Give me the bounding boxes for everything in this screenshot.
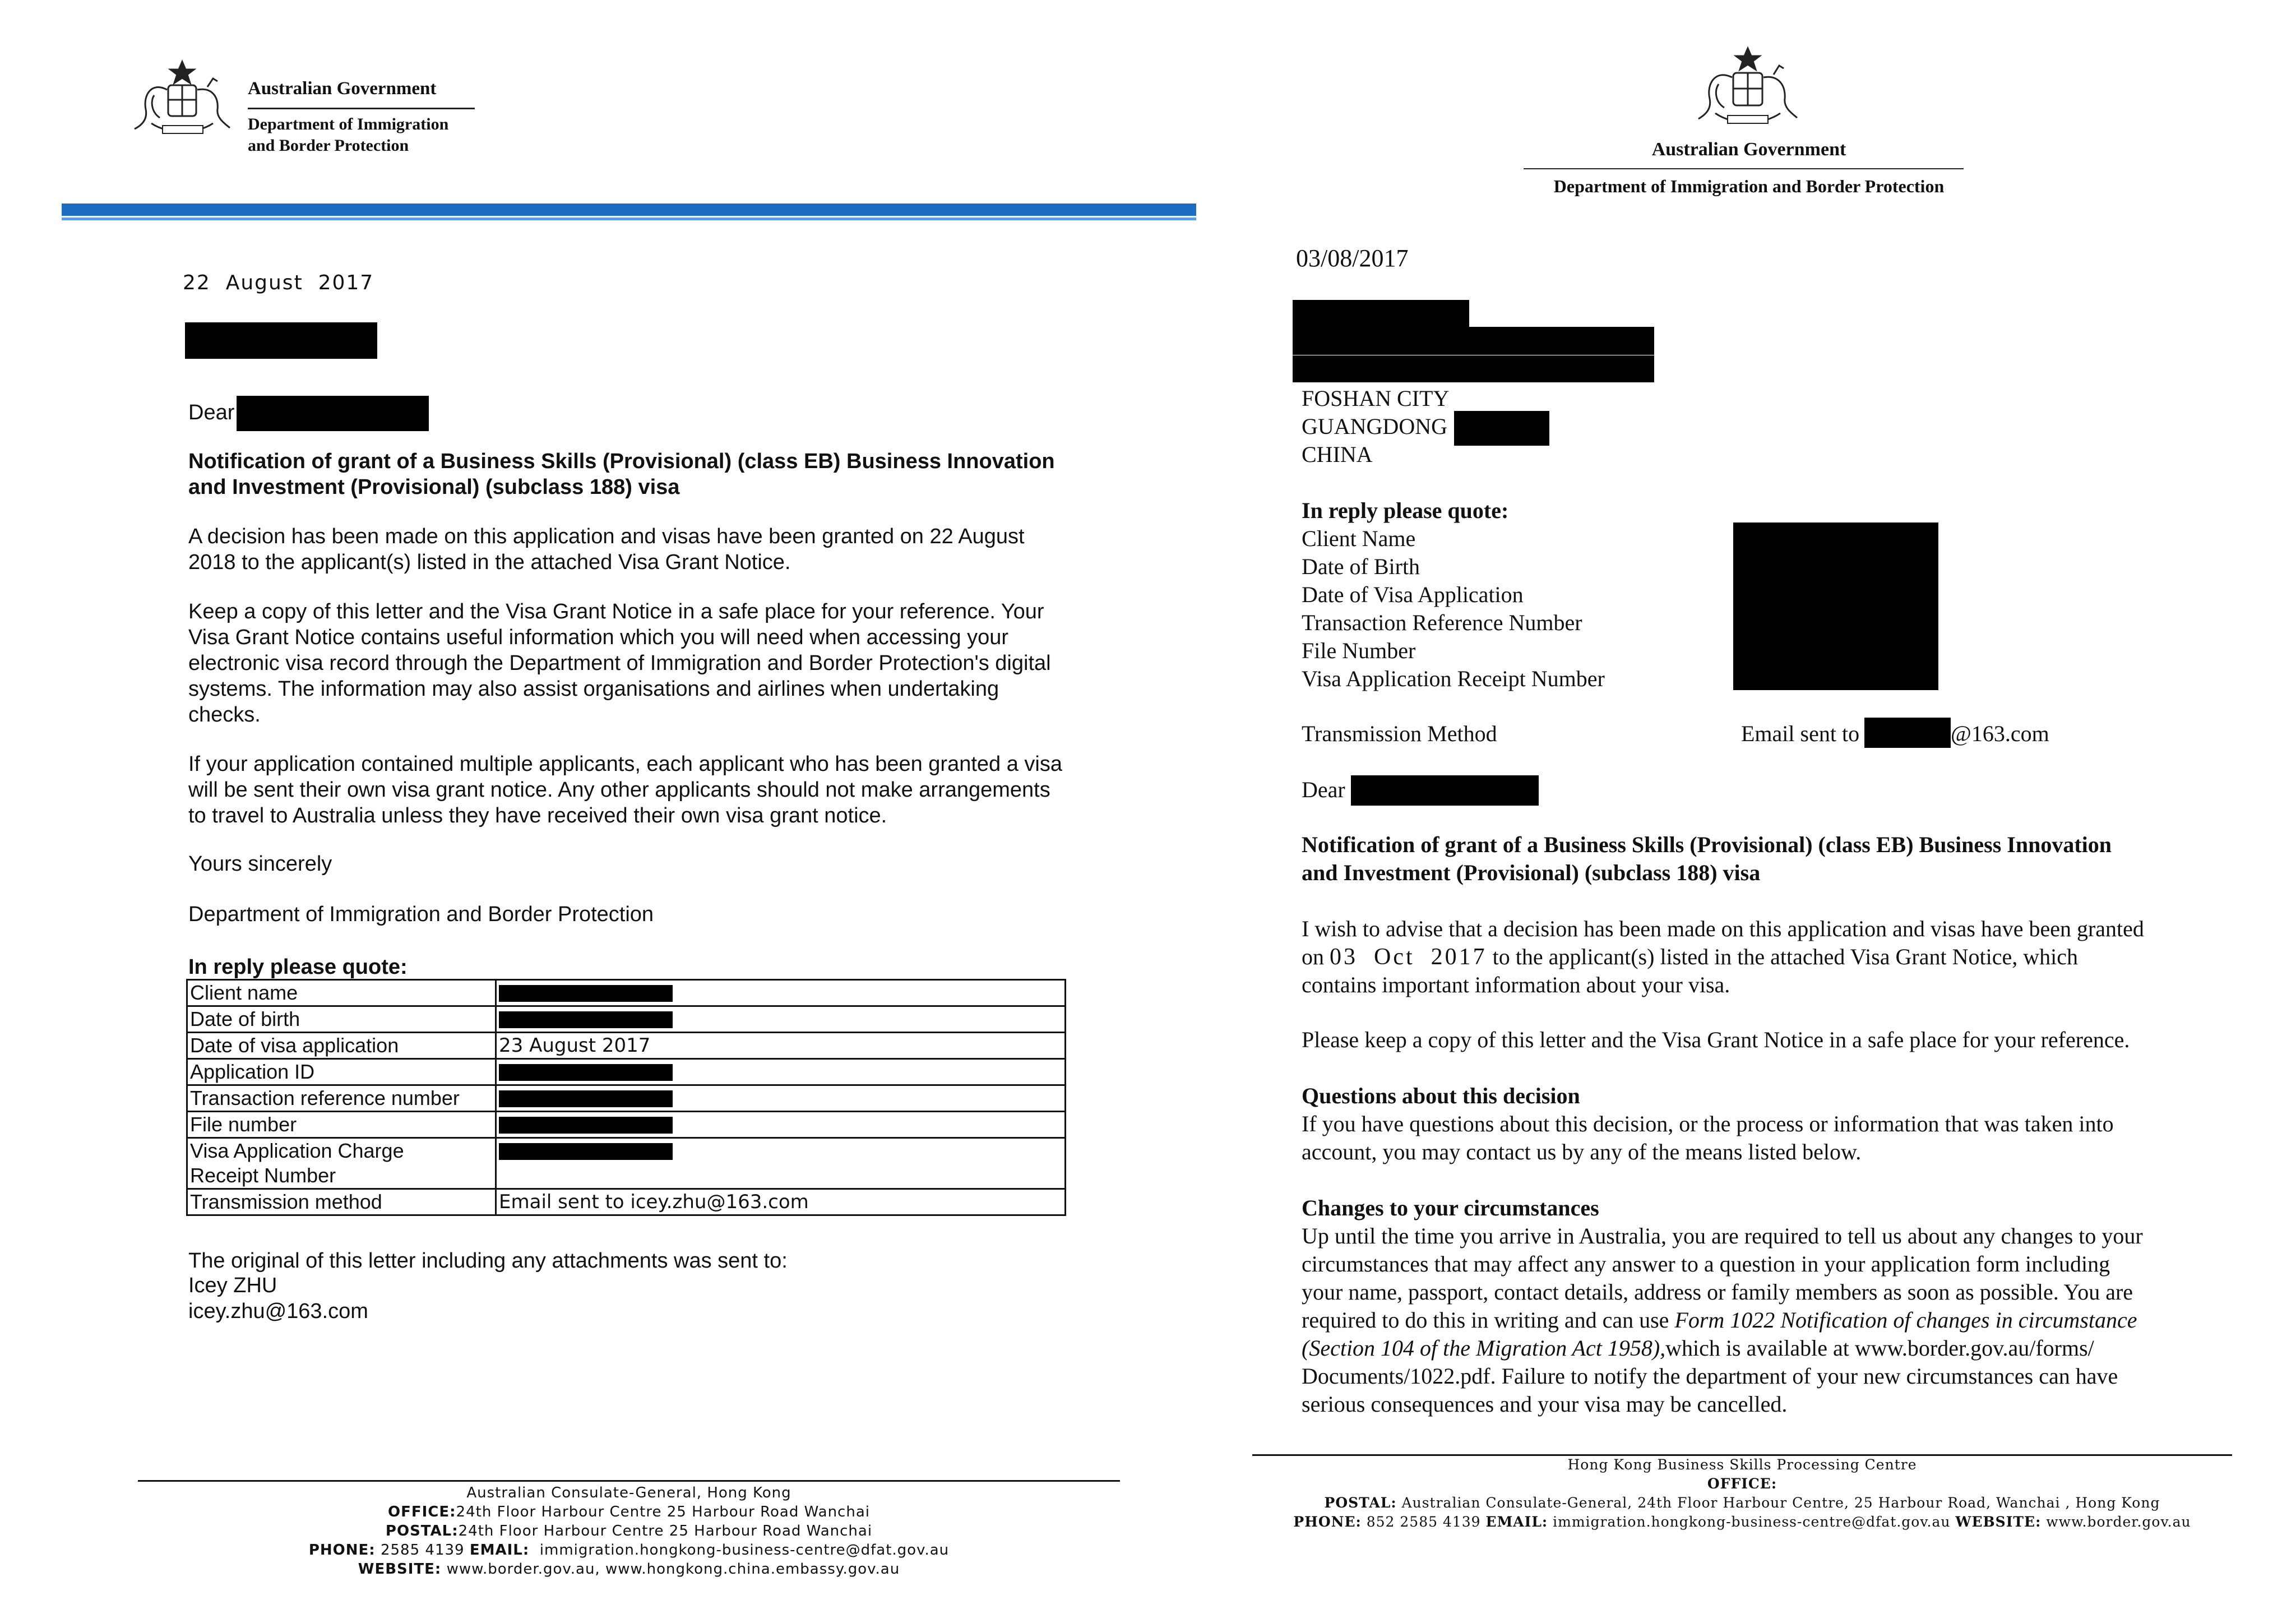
dept-name-line2: and Border Protection xyxy=(248,136,409,155)
row-label-line1: Visa Application Charge xyxy=(190,1139,404,1162)
redacted-value xyxy=(499,1064,673,1081)
row-value xyxy=(496,1085,1066,1112)
changes-line4: required to do this in writing and can use Form 1022 Notification of changes in circumstance xyxy=(1302,1307,2137,1333)
para2-line4: systems. The information may also assist organisations and airlines when undertaking xyxy=(188,677,999,701)
table-row xyxy=(187,1085,1066,1112)
transmission-prefix: Email sent to xyxy=(1741,721,1860,746)
table-row xyxy=(187,980,1066,1006)
para2: Please keep a copy of this letter and the Visa Grant Notice in a safe place for your reference. xyxy=(1302,1027,2130,1052)
coat-of-arms-logo xyxy=(1692,44,1804,133)
address-city: FOSHAN CITY xyxy=(1302,386,1450,411)
quote-label-client-name: Client Name xyxy=(1302,526,1416,551)
recipient-name: Icey ZHU xyxy=(188,1274,277,1297)
row-value xyxy=(496,1059,1066,1085)
para2-line2: Visa Grant Notice contains useful information which you will need when accessing your xyxy=(188,626,1009,649)
footer xyxy=(1252,1455,2232,1532)
para1-line1: A decision has been made on this application and visas have been granted on 22 August xyxy=(188,525,1025,548)
redacted-name xyxy=(1351,775,1539,806)
para2-line1: Keep a copy of this letter and the Visa Grant Notice in a safe place for your reference. Your xyxy=(188,600,1044,623)
redacted-address-2 xyxy=(1293,327,1654,355)
signoff-dept: Department of Immigration and Border Protection xyxy=(188,903,654,926)
header-rule xyxy=(1524,168,1964,169)
para1-line2: 2018 to the applicant(s) listed in the attached Visa Grant Notice. xyxy=(188,551,791,574)
salutation: Dear xyxy=(188,401,235,424)
header-blue-bar-thin xyxy=(62,218,1196,220)
row-label: Transmission method xyxy=(187,1189,496,1215)
footer-office: OFFICE: xyxy=(1707,1476,1777,1492)
table-row xyxy=(187,1112,1066,1138)
redacted-address-3 xyxy=(1293,355,1654,382)
table-row xyxy=(187,1189,1066,1215)
changes-line2: circumstances that may affect any answer to a question in your application form including xyxy=(1302,1251,2110,1277)
table-row xyxy=(187,1033,1066,1059)
quote-label-dob: Date of Birth xyxy=(1302,554,1420,579)
recipient-email: icey.zhu@163.com xyxy=(188,1300,368,1323)
dept-name: Department of Immigration and Border Protection xyxy=(1553,176,1945,196)
para3-line3: to travel to Australia unless they have received their own visa grant notice. xyxy=(188,804,887,827)
changes-heading: Changes to your circumstances xyxy=(1302,1195,1599,1220)
row-value xyxy=(496,1112,1066,1138)
changes-line5: (Section 104 of the Migration Act 1958),which is available at www.border.gov.au/forms/ xyxy=(1302,1335,2094,1361)
reference-table xyxy=(186,979,1066,1216)
footer-postal: POSTAL: Australian Consulate-General, 24th Floor Harbour Centre, 25 Harbour Road, Wanchai , Hong Kong xyxy=(1324,1495,2160,1511)
quote-label-application-date: Date of Visa Application xyxy=(1302,582,1524,607)
subject-line-2: and Investment (Provisional) (subclass 188) visa xyxy=(188,475,680,499)
row-label: Client name xyxy=(187,980,496,1006)
subject-line-2: and Investment (Provisional) (subclass 188) visa xyxy=(1302,860,1761,885)
questions-heading: Questions about this decision xyxy=(1302,1083,1580,1108)
row-value xyxy=(496,1006,1066,1033)
redacted-address-1 xyxy=(1293,300,1469,328)
redacted-value xyxy=(499,1011,673,1028)
redacted-quote-values xyxy=(1733,522,1938,690)
table-row xyxy=(187,1006,1066,1033)
changes-line7: serious consequences and your visa may be cancelled. xyxy=(1302,1391,1788,1417)
letter-date: 03/08/2017 xyxy=(1296,244,1409,272)
signoff: Yours sincerely xyxy=(188,852,332,876)
row-label-line2: Receipt Number xyxy=(190,1164,336,1187)
changes-line3: your name, passport, contact details, address or family members as soon as possible. You are xyxy=(1302,1279,2133,1305)
redacted-addressee xyxy=(185,322,377,359)
changes-line1: Up until the time you arrive in Australia, you are required to tell us about any changes to your xyxy=(1302,1223,2143,1249)
table-row xyxy=(187,1059,1066,1085)
quote-heading: In reply please quote: xyxy=(188,955,408,979)
redacted-value xyxy=(499,1117,673,1134)
original-sent-to: The original of this letter including any attachments was sent to: xyxy=(188,1249,788,1273)
footer-contact: PHONE: 2585 4139 EMAIL: immigration.hongkong-business-centre@dfat.gov.au xyxy=(308,1542,950,1559)
row-label: Date of visa application xyxy=(187,1033,496,1059)
footer-contact: PHONE: 852 2585 4139 EMAIL: immigration.hongkong-business-centre@dfat.gov.au WEBSITE: www.border.gov.au xyxy=(1293,1514,2191,1530)
subject-line-1: Notification of grant of a Business Skills (Provisional) (class EB) Business Innovation xyxy=(1302,832,2112,857)
footer-rule xyxy=(138,1480,1120,1482)
gov-title: Australian Government xyxy=(248,78,437,99)
row-label: File number xyxy=(187,1112,496,1138)
para2-line5: checks. xyxy=(188,703,261,727)
footer-postal: POSTAL:24th Floor Harbour Centre 25 Harbour Road Wanchai xyxy=(385,1523,873,1539)
header-rule xyxy=(248,108,475,109)
para1-line3: contains important information about your visa. xyxy=(1302,972,1730,997)
row-value xyxy=(496,1138,1066,1189)
gov-title: Australian Government xyxy=(1651,139,1846,160)
para1-line1: I wish to advise that a decision has been made on this application and visas have been granted xyxy=(1302,916,2144,941)
questions-line1: If you have questions about this decision, or the process or information that was taken into xyxy=(1302,1111,2114,1136)
dept-name-line1: Department of Immigration xyxy=(248,115,449,133)
para1-line2: on 03 Oct 2017 to the applicant(s) listed in the attached Visa Grant Notice, which xyxy=(1302,944,2078,970)
row-label: Transaction reference number xyxy=(187,1085,496,1112)
footer-centre-name: Hong Kong Business Skills Processing Centre xyxy=(1567,1456,1917,1473)
redacted-value xyxy=(499,1090,673,1107)
header-blue-bar xyxy=(62,204,1196,216)
row-label: Application ID xyxy=(187,1059,496,1085)
redacted-value xyxy=(499,985,673,1002)
quote-label-transaction-ref: Transaction Reference Number xyxy=(1302,610,1582,635)
para3-line2: will be sent their own visa grant notice. Any other applicants should not make arrangements xyxy=(188,778,1050,802)
coat-of-arms-logo xyxy=(129,56,235,140)
letter-date: 22 August 2017 xyxy=(183,271,374,294)
footer xyxy=(138,1483,1120,1579)
row-value: Email sent to icey.zhu@163.com xyxy=(496,1189,1066,1215)
redacted-postcode xyxy=(1454,411,1549,446)
row-label xyxy=(187,1138,496,1189)
redacted-value xyxy=(499,1143,673,1160)
redacted-email xyxy=(1864,718,1951,748)
transmission-label: Transmission Method xyxy=(1302,721,1497,746)
row-value xyxy=(496,980,1066,1006)
para3-line1: If your application contained multiple applicants, each applicant who has been granted a visa xyxy=(188,752,1063,776)
address-country: CHINA xyxy=(1302,442,1373,467)
footer-office: OFFICE:24th Floor Harbour Centre 25 Harbour Road Wanchai xyxy=(388,1504,870,1520)
subject-line-1: Notification of grant of a Business Skills (Provisional) (class EB) Business Innovation xyxy=(188,450,1055,473)
questions-line2: account, you may contact us by any of the means listed below. xyxy=(1302,1139,1862,1164)
address-province: GUANGDONG xyxy=(1302,414,1447,439)
changes-line6: Documents/1022.pdf. Failure to notify the department of your new circumstances can have xyxy=(1302,1363,2118,1389)
quote-label-receipt-number: Visa Application Receipt Number xyxy=(1302,666,1605,691)
row-label: Date of birth xyxy=(187,1006,496,1033)
transmission-suffix: @163.com xyxy=(1951,721,2049,746)
footer-office-name: Australian Consulate-General, Hong Kong xyxy=(466,1485,791,1501)
salutation: Dear xyxy=(1302,777,1345,802)
footer-website: WEBSITE: www.border.gov.au, www.hongkong.china.embassy.gov.au xyxy=(358,1561,900,1578)
row-value: 23 August 2017 xyxy=(496,1033,1066,1059)
para2-line3: electronic visa record through the Department of Immigration and Border Protection's digital xyxy=(188,651,1051,675)
redacted-name xyxy=(237,396,429,431)
quote-heading: In reply please quote: xyxy=(1302,498,1509,523)
quote-label-file-number: File Number xyxy=(1302,638,1416,663)
table-row xyxy=(187,1138,1066,1189)
